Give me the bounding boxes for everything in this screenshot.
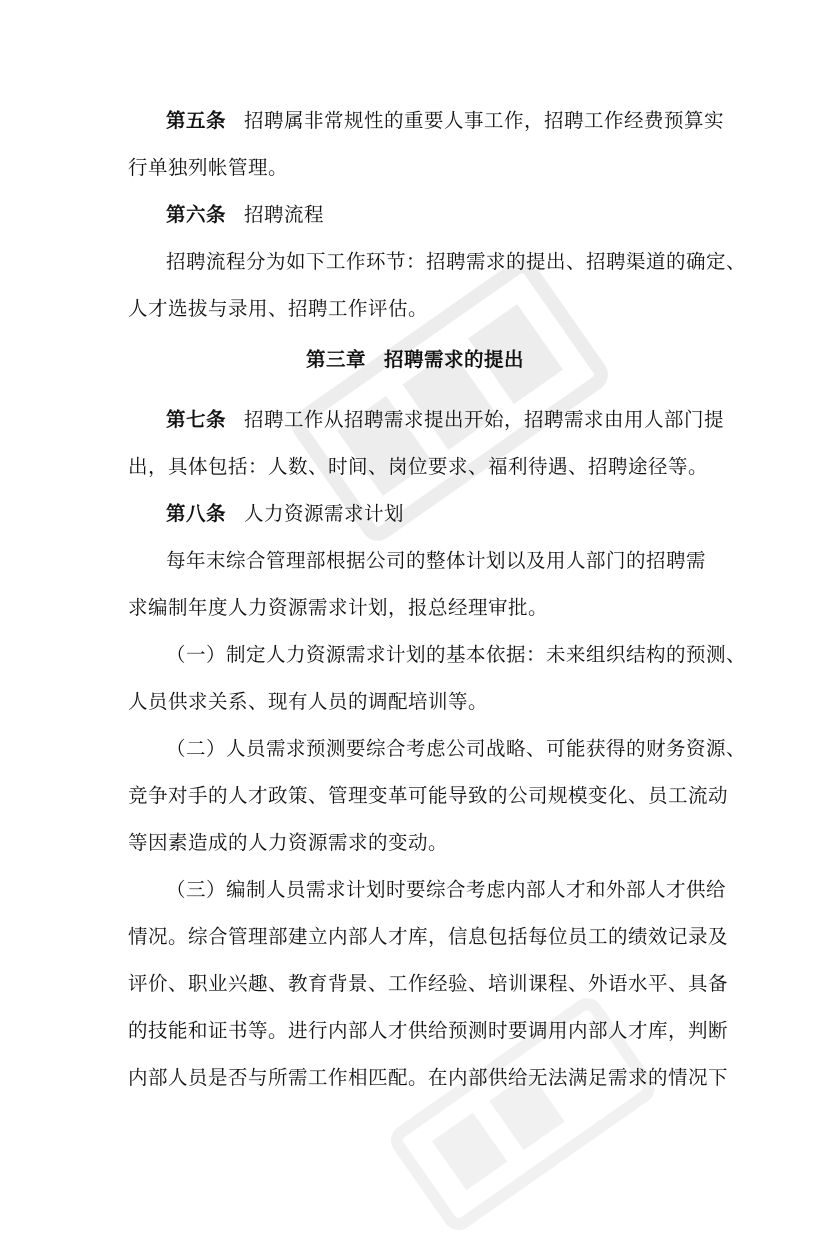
article-6-line [128,191,713,238]
article-5-label: 第五条 [166,109,227,132]
article-5-line-1 [128,97,725,144]
article-8-label: 第八条 [166,502,227,525]
chapter-title: 招聘需求的提出 [384,348,525,371]
item-3-line-2: 情况。综合管理部建立内部人才库，信息包括每位员工的绩效记录及 [128,925,729,948]
article-8-text: 人力资源需求计划 [244,502,405,525]
article-6-label: 第六条 [166,203,227,226]
flow-line-1: 招聘流程分为如下工作环节：招聘需求的提出、招聘渠道的确定、 [166,250,747,273]
plan-line-2: 求编制年度人力资源需求计划，报总经理审批。 [128,596,549,619]
item-2-line-2: 竞争对手的人才政策、管理变革可能导致的公司规模变化、员工流动 [128,784,729,807]
item-3-line-3: 评价、职业兴趣、教育背景、工作经验、培训课程、外语水平、具备 [128,972,729,995]
article-7-label: 第七条 [166,408,227,431]
item-1-line-1: （一）制定人力资源需求计划的基本依据：未来组织结构的预测、 [166,643,747,666]
article-7-line-1 [128,396,725,443]
article-7-line-2: 出，具体包括：人数、时间、岗位要求、福利待遇、招聘途径等。 [128,455,709,478]
flow-line-2: 人才选拔与录用、招聘工作评估。 [128,297,429,320]
item-2-line-1: （二）人员需求预测要综合考虑公司战略、可能获得的财务资源、 [166,737,747,760]
article-8-line [128,490,713,537]
chapter-label: 第三章 [305,348,366,371]
item-3-line-5: 内部人员是否与所需工作相匹配。在内部供给无法满足需求的情况下 [128,1066,729,1089]
item-3-line-4: 的技能和证书等。进行内部人才供给预测时要调用内部人才库，判断 [128,1019,729,1042]
section-top [128,97,747,332]
plan-line-1: 每年末综合管理部根据公司的整体计划以及用人部门的招聘需 [166,549,707,572]
section-body [128,396,747,1101]
article-6-text: 招聘流程 [244,203,325,226]
article-5-text: 招聘属非常规性的重要人事工作，招聘工作经费预算实 [244,109,725,132]
chapter-heading [0,344,830,372]
item-1-line-2: 人员供求关系、现有人员的调配培训等。 [128,690,489,713]
item-3-line-1: （三）编制人员需求计划时要综合考虑内部人才和外部人才供给 [166,878,727,901]
article-5-line-2: 行单独列帐管理。 [128,156,289,179]
article-7-text: 招聘工作从招聘需求提出开始，招聘需求由用人部门提 [244,408,725,431]
item-2-line-3: 等因素造成的人力资源需求的变动。 [128,831,449,854]
